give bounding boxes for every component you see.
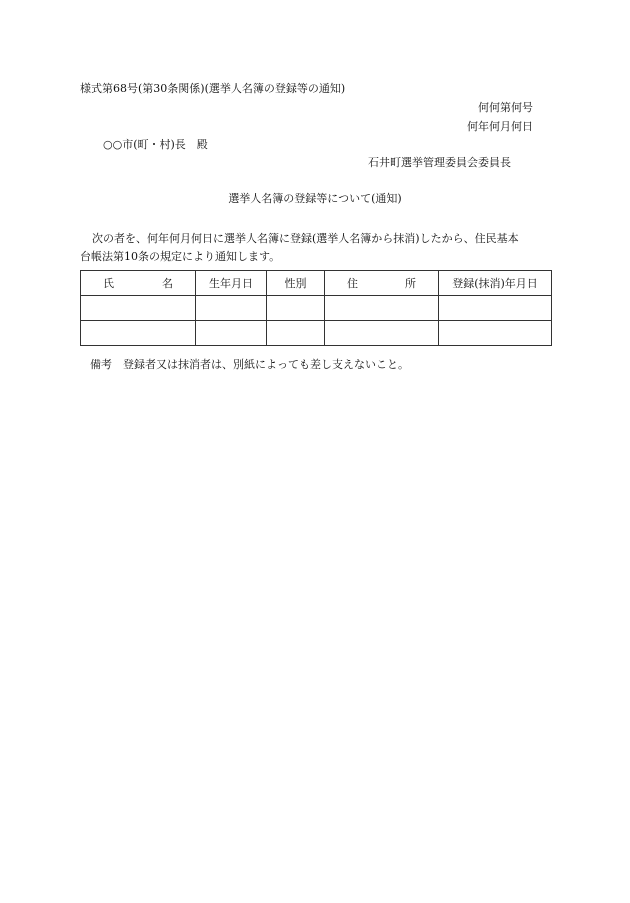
table-cell [325, 321, 439, 346]
header-name-part-1: 氏 [103, 276, 114, 290]
table-cell [439, 321, 552, 346]
header-name-part-2: 名 [162, 276, 173, 290]
header-address [325, 271, 439, 296]
addressee: ○○市(町・村)長 殿 [103, 138, 208, 151]
header-name [81, 271, 196, 296]
table-cell [81, 321, 196, 346]
table-cell [81, 296, 196, 321]
table-cell [267, 321, 325, 346]
records-table [80, 270, 552, 346]
sender: 石井町選挙管理委員会委員長 [368, 156, 511, 169]
table-cell [196, 321, 267, 346]
table-row [81, 321, 552, 346]
body-text-line-2: 台帳法第10条の規定により通知します。 [80, 250, 281, 263]
header-address-part-1: 住 [347, 276, 358, 290]
form-header-label: 様式第68号(第30条関係)(選挙人名簿の登録等の通知) [80, 82, 346, 95]
table-cell [196, 296, 267, 321]
table-cell [325, 296, 439, 321]
header-registration-date: 登録(抹消)年月日 [439, 271, 552, 296]
table-cell [439, 296, 552, 321]
document-date: 何年何月何日 [467, 120, 533, 133]
document-number: 何何第何号 [478, 101, 533, 114]
table-cell [267, 296, 325, 321]
header-birth-date: 生年月日 [196, 271, 267, 296]
header-address-part-2: 所 [405, 276, 416, 290]
remark-note: 備考 登録者又は抹消者は、別紙によっても差し支えないこと。 [90, 358, 409, 371]
document-subject: 選挙人名簿の登録等について(通知) [228, 192, 402, 205]
table-header-row [81, 271, 552, 296]
header-gender: 性別 [267, 271, 325, 296]
table-row [81, 296, 552, 321]
body-text-line-1: 次の者を、何年何月何日に選挙人名簿に登録(選挙人名簿から抹消)したから、住民基本 [92, 232, 519, 245]
